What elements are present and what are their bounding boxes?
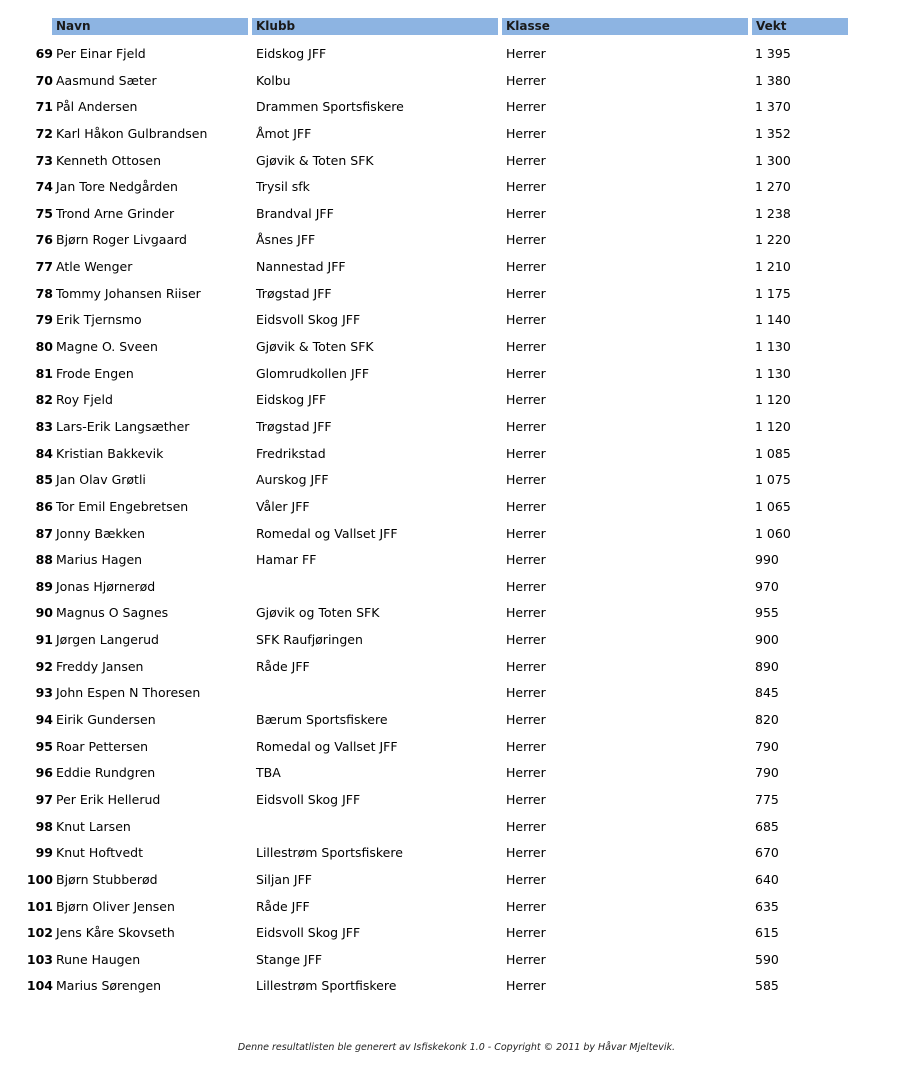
- class-cell: Herrer: [506, 46, 546, 61]
- weight-cell: 1 270: [755, 179, 791, 195]
- name-cell: Atle Wenger: [56, 259, 133, 275]
- name-cell: Eddie Rundgren: [56, 765, 156, 781]
- table-row: [0, 894, 913, 921]
- table-row: [0, 574, 913, 601]
- table-row: [0, 94, 913, 121]
- club-cell: Trøgstad JFF: [256, 418, 332, 434]
- club-cell: Lillestrøm Sportsfiskere: [256, 845, 403, 861]
- name-cell: John Espen N Thoresen: [56, 685, 201, 701]
- class-cell: Herrer: [506, 392, 546, 408]
- rank-cell: 81: [35, 365, 53, 381]
- club-cell: Brandval JFF: [256, 205, 334, 221]
- name-cell: Frode Engen: [56, 365, 134, 381]
- weight-cell: 590: [755, 951, 779, 967]
- club-cell: Gjøvik & Toten SFK: [256, 339, 374, 355]
- club-cell: Aurskog JFF: [256, 472, 329, 488]
- class-cell: Herrer: [506, 925, 546, 941]
- rank-cell: 80: [35, 339, 53, 355]
- table-row: [0, 600, 913, 627]
- name-cell: Bjørn Roger Livgaard: [56, 232, 187, 248]
- table-row: [0, 227, 913, 254]
- class-cell: Herrer: [506, 898, 546, 914]
- name-cell: Eirik Gundersen: [56, 712, 156, 728]
- club-cell: Åsnes JFF: [256, 232, 316, 248]
- name-cell: Roy Fjeld: [56, 392, 113, 408]
- club-cell: Glomrudkollen JFF: [256, 365, 370, 381]
- rank-cell: 98: [35, 818, 53, 834]
- rank-cell: 83: [35, 418, 53, 434]
- class-cell: Herrer: [506, 738, 546, 754]
- class-cell: Herrer: [506, 72, 546, 88]
- club-cell: Romedal og Vallset JFF: [256, 738, 398, 754]
- footer-copyright: Denne resultatlisten ble generert av Isfiskekonk 1.0 - Copyright © 2011 by Håvar Mjeltevik.: [237, 1042, 676, 1053]
- weight-cell: 615: [755, 925, 779, 941]
- club-cell: TBA: [256, 765, 281, 781]
- rank-cell: 73: [35, 152, 53, 168]
- rank-cell: 104: [26, 978, 53, 994]
- class-cell: Herrer: [506, 605, 546, 621]
- class-cell: Herrer: [506, 339, 546, 355]
- club-cell: Våler JFF: [256, 498, 310, 514]
- rank-cell: 92: [35, 658, 53, 674]
- weight-cell: 1 395: [755, 46, 791, 61]
- name-cell: Freddy Jansen: [56, 658, 144, 674]
- table-row: [0, 521, 913, 548]
- club-cell: Eidskog JFF: [256, 392, 327, 408]
- rank-cell: 77: [35, 259, 53, 275]
- rank-cell: 103: [26, 951, 53, 967]
- name-cell: Knut Hoftvedt: [56, 845, 143, 861]
- rank-cell: 89: [35, 578, 53, 594]
- table-row: [0, 281, 913, 308]
- club-cell: Trøgstad JFF: [256, 285, 332, 301]
- class-cell: Herrer: [506, 791, 546, 807]
- name-cell: Pål Andersen: [56, 99, 138, 115]
- header-klubb: Klubb: [252, 18, 498, 35]
- class-cell: Herrer: [506, 232, 546, 248]
- name-cell: Bjørn Oliver Jensen: [56, 898, 175, 914]
- name-cell: Jan Olav Grøtli: [56, 472, 146, 488]
- club-cell: Åmot JFF: [256, 125, 312, 141]
- table-row: [0, 441, 913, 468]
- rank-cell: 93: [35, 685, 53, 701]
- rank-cell: 99: [35, 845, 53, 861]
- class-cell: Herrer: [506, 818, 546, 834]
- weight-cell: 1 130: [755, 339, 791, 355]
- name-cell: Roar Pettersen: [56, 738, 149, 754]
- name-cell: Rune Haugen: [56, 951, 141, 967]
- class-cell: Herrer: [506, 712, 546, 728]
- rank-cell: 90: [35, 605, 53, 621]
- club-cell: Kolbu: [256, 72, 291, 88]
- table-row: [0, 654, 913, 681]
- class-cell: Herrer: [506, 285, 546, 301]
- name-cell: Jan Tore Nedgården: [56, 179, 178, 195]
- class-cell: Herrer: [506, 578, 546, 594]
- table-row: [0, 707, 913, 734]
- rank-cell: 84: [35, 445, 53, 461]
- weight-cell: 670: [755, 845, 779, 861]
- rank-cell: 88: [35, 552, 53, 568]
- table-row: [0, 494, 913, 521]
- weight-cell: 1 220: [755, 232, 791, 248]
- club-cell: Drammen Sportsfiskere: [256, 99, 404, 115]
- name-cell: Jørgen Langerud: [56, 632, 159, 648]
- table-row: [0, 867, 913, 894]
- class-cell: Herrer: [506, 525, 546, 541]
- name-cell: Kristian Bakkevik: [56, 445, 164, 461]
- weight-cell: 1 130: [755, 365, 791, 381]
- club-cell: Eidsvoll Skog JFF: [256, 312, 361, 328]
- class-cell: Herrer: [506, 498, 546, 514]
- club-cell: Bærum Sportsfiskere: [256, 712, 388, 728]
- club-cell: Eidsvoll Skog JFF: [256, 925, 361, 941]
- class-cell: Herrer: [506, 978, 546, 994]
- rank-cell: 70: [35, 72, 53, 88]
- club-cell: Lillestrøm Sportfiskere: [256, 978, 397, 994]
- rank-cell: 87: [35, 525, 53, 541]
- weight-cell: 900: [755, 632, 779, 648]
- class-cell: Herrer: [506, 472, 546, 488]
- table-row: [0, 547, 913, 574]
- name-cell: Per Erik Hellerud: [56, 791, 161, 807]
- weight-cell: 1 075: [755, 472, 791, 488]
- table-row: [0, 334, 913, 361]
- weight-cell: 635: [755, 898, 779, 914]
- class-cell: Herrer: [506, 445, 546, 461]
- rank-cell: 72: [35, 125, 53, 141]
- club-cell: Gjøvik og Toten SFK: [256, 605, 380, 621]
- weight-cell: 1 210: [755, 259, 791, 275]
- name-cell: Erik Tjernsmo: [56, 312, 142, 328]
- table-row: [0, 68, 913, 95]
- rank-cell: 69: [35, 46, 53, 61]
- club-cell: Nannestad JFF: [256, 259, 346, 275]
- class-cell: Herrer: [506, 685, 546, 701]
- club-cell: Råde JFF: [256, 658, 310, 674]
- name-cell: Jens Kåre Skovseth: [56, 925, 175, 941]
- table-row: [0, 414, 913, 441]
- rank-cell: 76: [35, 232, 53, 248]
- table-row: [0, 201, 913, 228]
- weight-cell: 1 060: [755, 525, 791, 541]
- table-row: [0, 627, 913, 654]
- table-row: [0, 840, 913, 867]
- class-cell: Herrer: [506, 259, 546, 275]
- weight-cell: 585: [755, 978, 779, 994]
- rank-cell: 79: [35, 312, 53, 328]
- class-cell: Herrer: [506, 205, 546, 221]
- rank-cell: 74: [35, 179, 53, 195]
- name-cell: Bjørn Stubberød: [56, 871, 158, 887]
- weight-cell: 1 352: [755, 125, 791, 141]
- name-cell: Aasmund Sæter: [56, 72, 157, 88]
- rank-cell: 97: [35, 791, 53, 807]
- name-cell: Trond Arne Grinder: [56, 205, 175, 221]
- weight-cell: 845: [755, 685, 779, 701]
- table-row: [0, 121, 913, 148]
- club-cell: Romedal og Vallset JFF: [256, 525, 398, 541]
- rank-cell: 91: [35, 632, 53, 648]
- name-cell: Jonny Bækken: [56, 525, 146, 541]
- table-row: [0, 920, 913, 947]
- table-row: [0, 174, 913, 201]
- weight-cell: 640: [755, 871, 779, 887]
- club-cell: SFK Raufjøringen: [256, 632, 363, 648]
- results-table: [0, 41, 913, 1000]
- weight-cell: 820: [755, 712, 779, 728]
- weight-cell: 890: [755, 658, 779, 674]
- weight-cell: 775: [755, 791, 779, 807]
- class-cell: Herrer: [506, 871, 546, 887]
- name-cell: Per Einar Fjeld: [56, 46, 146, 61]
- club-cell: Siljan JFF: [256, 871, 312, 887]
- weight-cell: 1 300: [755, 152, 791, 168]
- rank-cell: 102: [26, 925, 53, 941]
- class-cell: Herrer: [506, 365, 546, 381]
- weight-cell: 685: [755, 818, 779, 834]
- name-cell: Lars-Erik Langsæther: [56, 418, 190, 434]
- rank-cell: 71: [35, 99, 53, 115]
- name-cell: Knut Larsen: [56, 818, 131, 834]
- rank-cell: 82: [35, 392, 53, 408]
- weight-cell: 970: [755, 578, 779, 594]
- table-row: [0, 973, 913, 1000]
- header-vekt: Vekt: [752, 18, 848, 35]
- header-klasse: Klasse: [502, 18, 748, 35]
- club-cell: Eidsvoll Skog JFF: [256, 791, 361, 807]
- club-cell: Gjøvik & Toten SFK: [256, 152, 374, 168]
- weight-cell: 1 380: [755, 72, 791, 88]
- table-row: [0, 814, 913, 841]
- table-row: [0, 307, 913, 334]
- table-row: [0, 41, 913, 68]
- rank-cell: 94: [35, 712, 53, 728]
- class-cell: Herrer: [506, 152, 546, 168]
- weight-cell: 1 120: [755, 418, 791, 434]
- table-row: [0, 734, 913, 761]
- class-cell: Herrer: [506, 552, 546, 568]
- club-cell: Eidskog JFF: [256, 46, 327, 61]
- club-cell: Trysil sfk: [256, 179, 310, 195]
- name-cell: Kenneth Ottosen: [56, 152, 162, 168]
- club-cell: Hamar FF: [256, 552, 317, 568]
- name-cell: Magnus O Sagnes: [56, 605, 169, 621]
- class-cell: Herrer: [506, 951, 546, 967]
- table-row: [0, 467, 913, 494]
- name-cell: Karl Håkon Gulbrandsen: [56, 125, 208, 141]
- weight-cell: 1 140: [755, 312, 791, 328]
- name-cell: Jonas Hjørnerød: [56, 578, 156, 594]
- class-cell: Herrer: [506, 179, 546, 195]
- class-cell: Herrer: [506, 658, 546, 674]
- class-cell: Herrer: [506, 312, 546, 328]
- rank-cell: 85: [35, 472, 53, 488]
- table-row: [0, 787, 913, 814]
- rank-cell: 100: [26, 871, 53, 887]
- table-row: [0, 254, 913, 281]
- table-row: [0, 760, 913, 787]
- table-row: [0, 361, 913, 388]
- club-cell: Fredrikstad: [256, 445, 326, 461]
- club-cell: Råde JFF: [256, 898, 310, 914]
- weight-cell: 955: [755, 605, 779, 621]
- rank-cell: 86: [35, 498, 53, 514]
- rank-cell: 78: [35, 285, 53, 301]
- weight-cell: 790: [755, 765, 779, 781]
- class-cell: Herrer: [506, 125, 546, 141]
- table-row: [0, 680, 913, 707]
- weight-cell: 1 085: [755, 445, 791, 461]
- club-cell: Stange JFF: [256, 951, 323, 967]
- rank-cell: 95: [35, 738, 53, 754]
- weight-cell: 990: [755, 552, 779, 568]
- table-row: [0, 947, 913, 974]
- class-cell: Herrer: [506, 845, 546, 861]
- rank-cell: 75: [35, 205, 53, 221]
- class-cell: Herrer: [506, 765, 546, 781]
- name-cell: Marius Hagen: [56, 552, 143, 568]
- weight-cell: 790: [755, 738, 779, 754]
- weight-cell: 1 120: [755, 392, 791, 408]
- name-cell: Marius Sørengen: [56, 978, 162, 994]
- class-cell: Herrer: [506, 418, 546, 434]
- weight-cell: 1 238: [755, 205, 791, 221]
- class-cell: Herrer: [506, 99, 546, 115]
- rank-cell: 101: [26, 898, 53, 914]
- weight-cell: 1 065: [755, 498, 791, 514]
- weight-cell: 1 370: [755, 99, 791, 115]
- weight-cell: 1 175: [755, 285, 791, 301]
- name-cell: Tor Emil Engebretsen: [56, 498, 189, 514]
- rank-cell: 96: [35, 765, 53, 781]
- class-cell: Herrer: [506, 632, 546, 648]
- name-cell: Magne O. Sveen: [56, 339, 158, 355]
- table-row: [0, 148, 913, 175]
- name-cell: Tommy Johansen Riiser: [56, 285, 201, 301]
- table-row: [0, 387, 913, 414]
- header-navn: Navn: [52, 18, 248, 35]
